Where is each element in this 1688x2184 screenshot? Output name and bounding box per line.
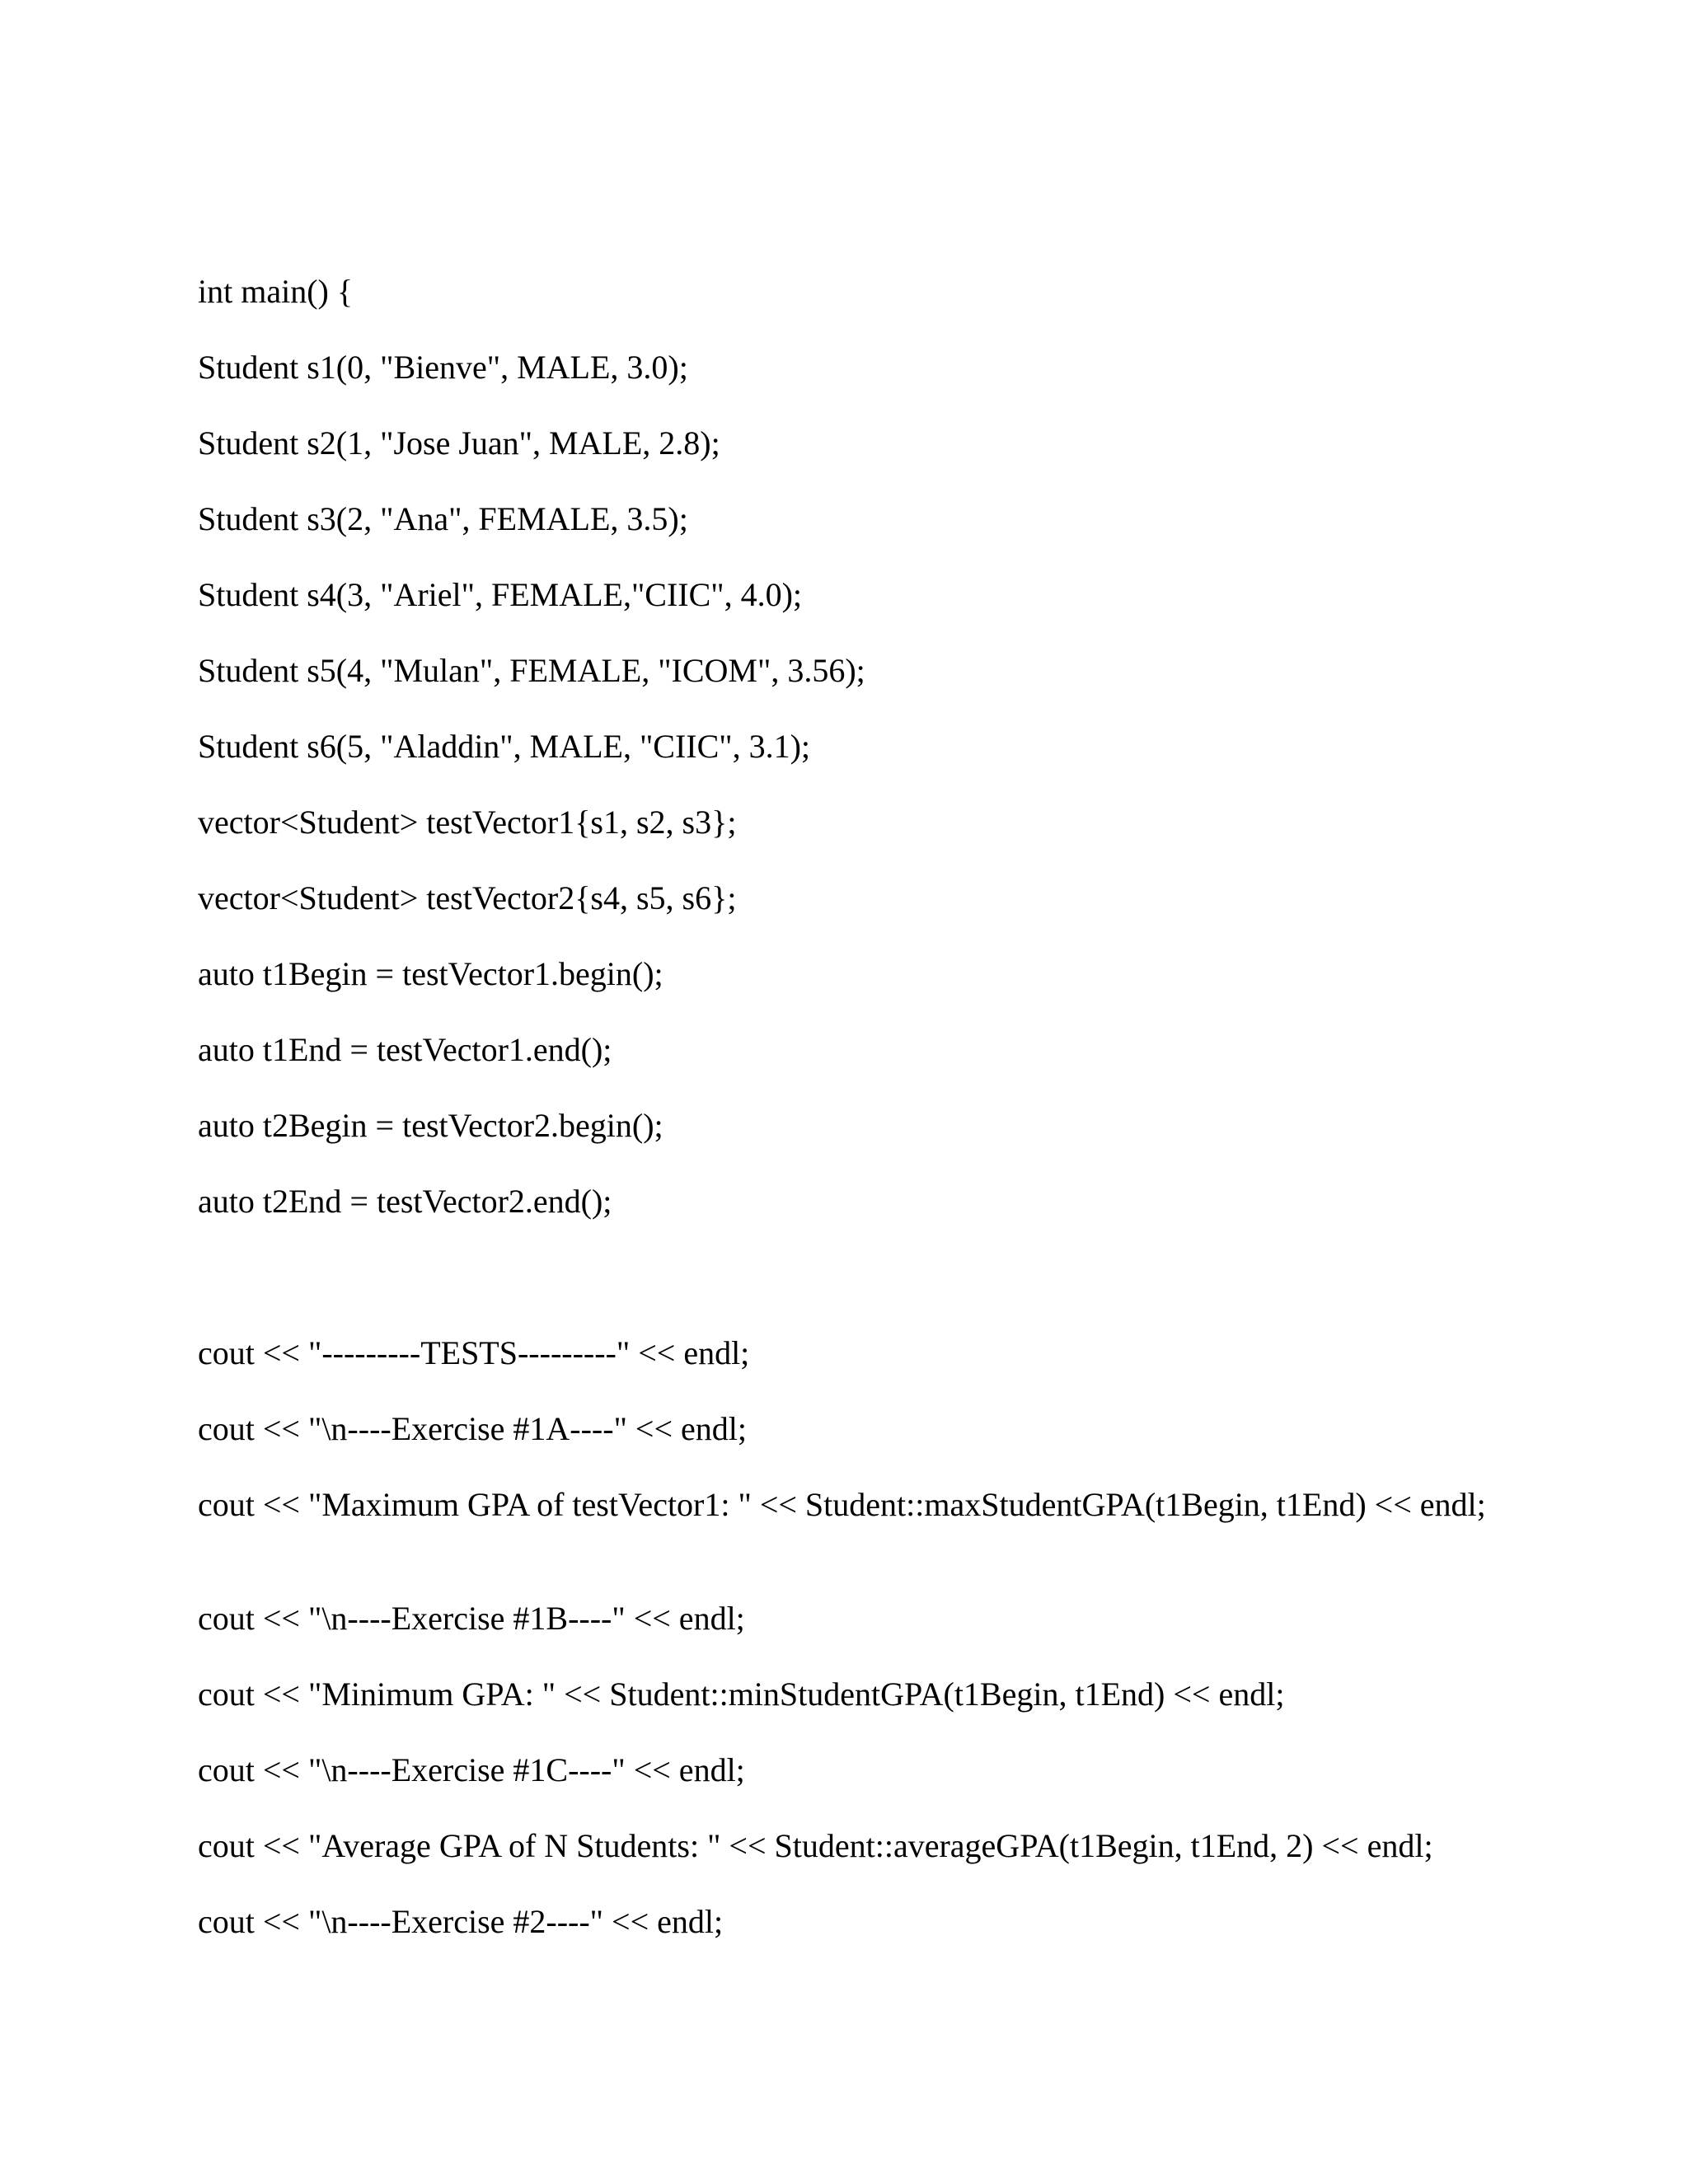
code-line-student-s1: Student s1(0, "Bienve", MALE, 3.0); [198,349,688,386]
code-line-t2-begin: auto t2Begin = testVector2.begin(); [198,1107,663,1144]
code-line-exercise-1c: cout << "\n----Exercise #1C----" << endl; [198,1751,745,1788]
code-line-test-vector-2: vector<Student> testVector2{s4, s5, s6}; [198,879,737,916]
code-line-average-gpa: cout << "Average GPA of N Students: " << Student::averageGPA(t1Begin, t1End, 2) << endl; [198,1827,1433,1864]
code-line-tests-header: cout << "---------TESTS---------" << endl; [198,1334,750,1371]
code-line-exercise-1b: cout << "\n----Exercise #1B----" << endl; [198,1600,745,1637]
code-line-student-s6: Student s6(5, "Aladdin", MALE, "CIIC", 3.1); [198,728,811,765]
code-line-exercise-2: cout << "\n----Exercise #2----" << endl; [198,1903,724,1940]
code-line-t1-end: auto t1End = testVector1.end(); [198,1031,612,1068]
code-line-t1-begin: auto t1Begin = testVector1.begin(); [198,955,663,992]
code-line-student-s5: Student s5(4, "Mulan", FEMALE, "ICOM", 3.56); [198,652,865,689]
code-line-exercise-1a: cout << "\n----Exercise #1A----" << endl; [198,1410,747,1447]
code-line-student-s3: Student s3(2, "Ana", FEMALE, 3.5); [198,500,688,537]
code-line-max-gpa: cout << "Maximum GPA of testVector1: " << Student::maxStudentGPA(t1Begin, t1End) << endl; [198,1486,1486,1523]
code-line-t2-end: auto t2End = testVector2.end(); [198,1183,612,1220]
code-line-student-s2: Student s2(1, "Jose Juan", MALE, 2.8); [198,424,720,462]
code-line-student-s4: Student s4(3, "Ariel", FEMALE,"CIIC", 4.0); [198,576,803,613]
code-line-test-vector-1: vector<Student> testVector1{s1, s2, s3}; [198,804,737,841]
code-line-main-signature: int main() { [198,273,354,310]
code-line-min-gpa: cout << "Minimum GPA: " << Student::minStudentGPA(t1Begin, t1End) << endl; [198,1675,1285,1713]
